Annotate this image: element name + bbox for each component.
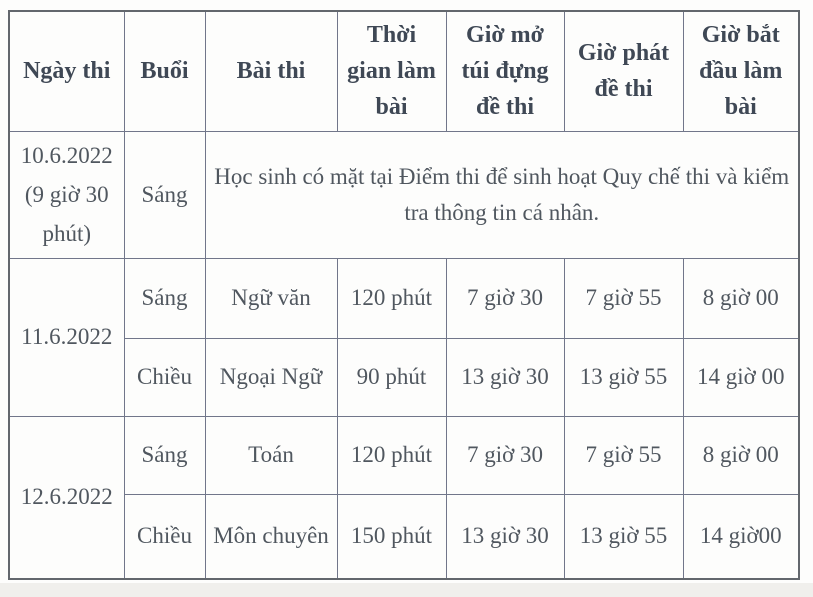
- cell-handout-time: 13 giờ 55: [564, 494, 683, 579]
- scan-edge-shadow: [0, 583, 813, 597]
- cell-exam-date: [9, 131, 124, 258]
- cell-session: Sáng: [124, 258, 205, 338]
- cell-open-bag-time: 13 giờ 30: [446, 494, 564, 579]
- exam-date-note: (9 giờ 30 phút): [24, 181, 109, 247]
- cell-exam-date: 12.6.2022: [9, 416, 124, 579]
- cell-duration: 150 phút: [337, 494, 446, 579]
- col-header-session: Buổi: [124, 11, 205, 131]
- cell-open-bag-time: 13 giờ 30: [446, 338, 564, 416]
- exam-row: [9, 338, 799, 416]
- cell-open-bag-time: 7 giờ 30: [446, 416, 564, 494]
- cell-exam-subject: Môn chuyên: [205, 494, 337, 579]
- exam-date: 10.6.2022: [20, 142, 113, 168]
- col-header-duration: Thời gian làm bài: [337, 11, 446, 131]
- announcement-row: [9, 131, 799, 258]
- cell-open-bag-time: 7 giờ 30: [446, 258, 564, 338]
- exam-schedule-table: [8, 10, 800, 580]
- cell-handout-time: 7 giờ 55: [564, 258, 683, 338]
- cell-handout-time: 13 giờ 55: [564, 338, 683, 416]
- cell-start-time: 14 giờ00: [683, 494, 799, 579]
- header-row: [9, 11, 799, 131]
- exam-row: [9, 494, 799, 579]
- cell-exam-subject: Ngữ văn: [205, 258, 337, 338]
- cell-handout-time: 7 giờ 55: [564, 416, 683, 494]
- col-header-start-time: Giờ bắt đầu làm bài: [683, 11, 799, 131]
- exam-row: [9, 416, 799, 494]
- col-header-handout-time: Giờ phát đề thi: [564, 11, 683, 131]
- cell-session: Sáng: [124, 416, 205, 494]
- col-header-exam-subject: Bài thi: [205, 11, 337, 131]
- cell-duration: 120 phút: [337, 416, 446, 494]
- exam-row: [9, 258, 799, 338]
- cell-session: Sáng: [124, 131, 205, 258]
- cell-start-time: 14 giờ 00: [683, 338, 799, 416]
- cell-announcement-message: Học sinh có mặt tại Điểm thi để sinh hoạt Quy chế thi và kiểm tra thông tin cá nhân.: [205, 131, 799, 258]
- cell-start-time: 8 giờ 00: [683, 258, 799, 338]
- cell-exam-date: 11.6.2022: [9, 258, 124, 416]
- cell-exam-subject: Toán: [205, 416, 337, 494]
- cell-duration: 120 phút: [337, 258, 446, 338]
- cell-session: Chiều: [124, 494, 205, 579]
- col-header-open-bag-time: Giờ mở túi đựng đề thi: [446, 11, 564, 131]
- col-header-exam-date: Ngày thi: [9, 11, 124, 131]
- cell-start-time: 8 giờ 00: [683, 416, 799, 494]
- cell-session: Chiều: [124, 338, 205, 416]
- cell-duration: 90 phút: [337, 338, 446, 416]
- cell-exam-subject: Ngoại Ngữ: [205, 338, 337, 416]
